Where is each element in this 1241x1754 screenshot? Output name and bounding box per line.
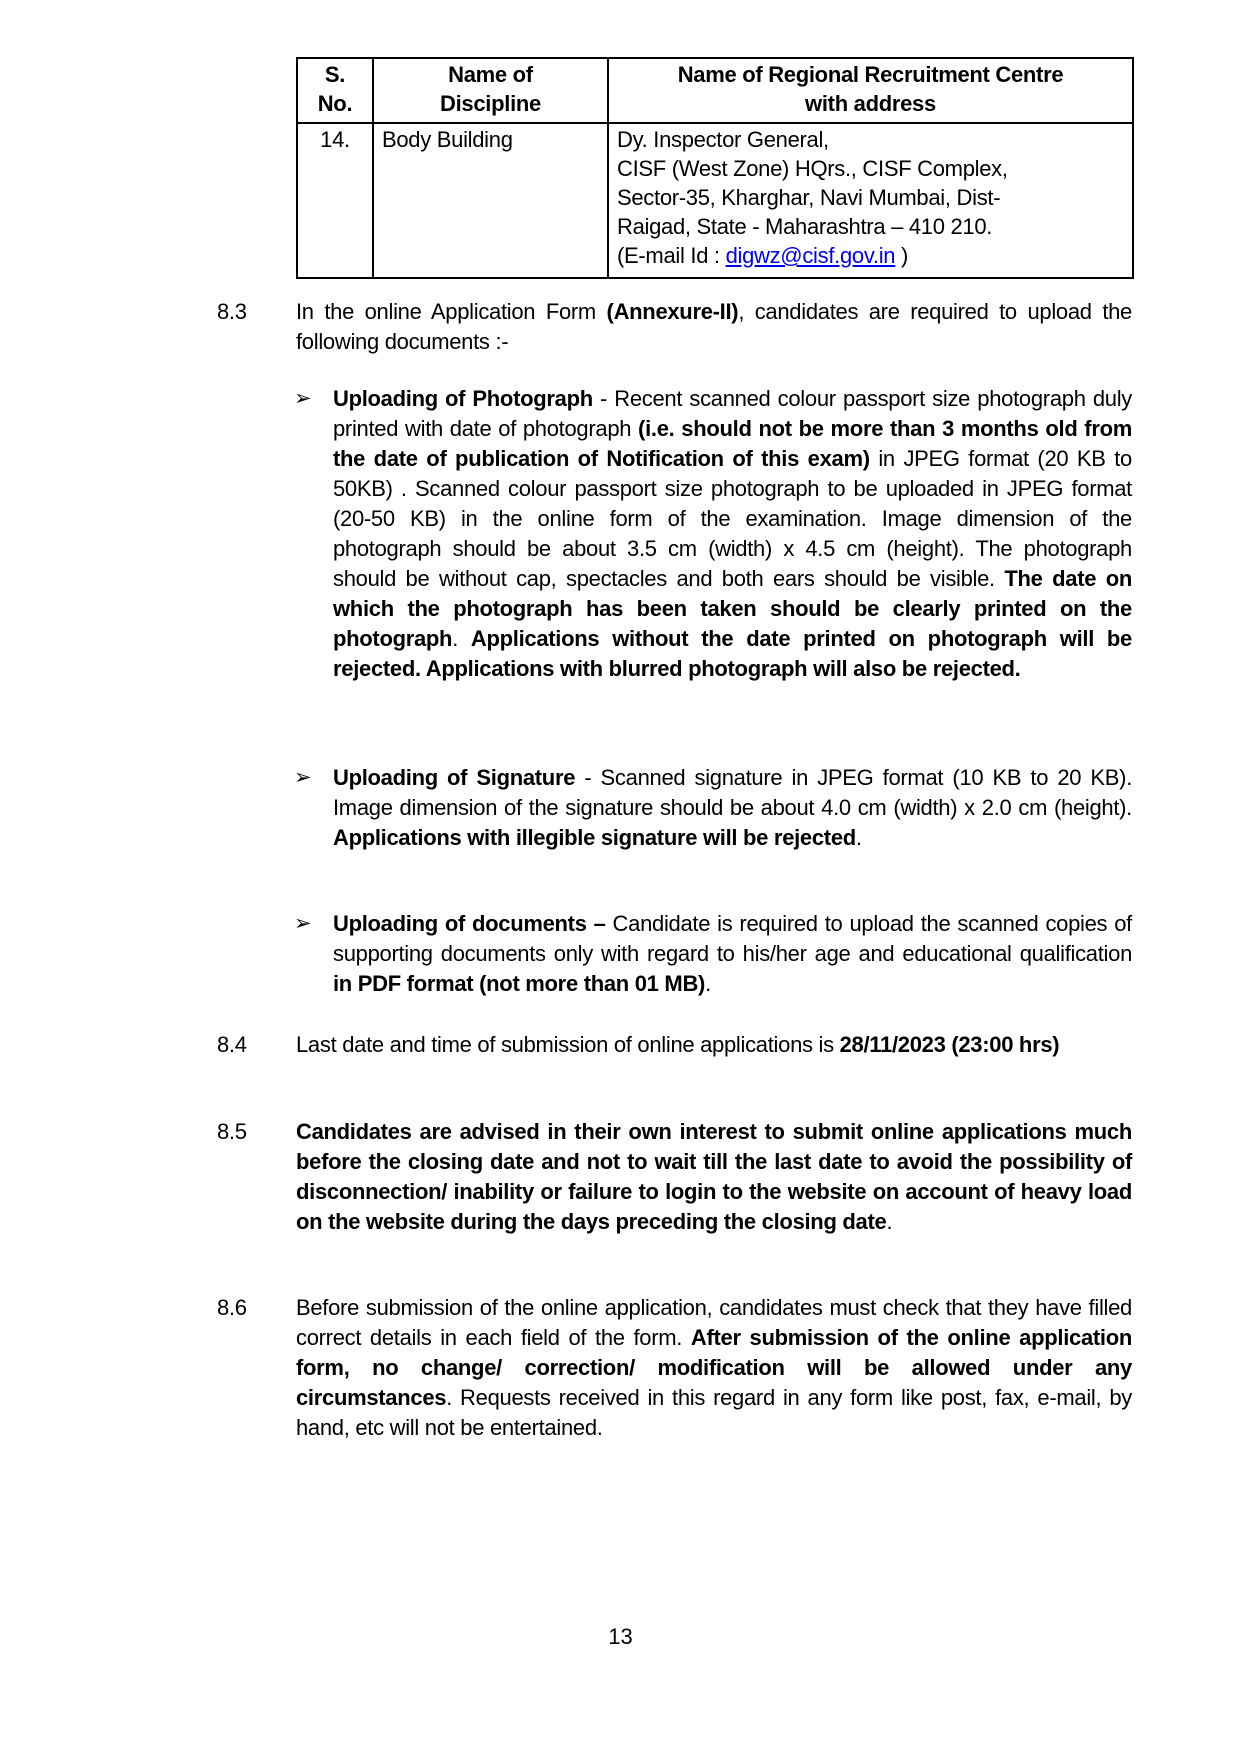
bullet-text: Uploading of Photograph - Recent scanned colour passport size photograph duly printed with date of photograph (i.e. should not be more than 3 months old from the date of publication of Notification of this exam) in JPEG format (20 KB to 50KB) . Scanned colour passport size photograph to be uploaded in JPEG format (20-50 KB) in the online form of the examination. Image dimension of the photograph should be about 3.5 cm (width) x 4.5 cm (height). The photograph should be without cap, spectacles and both ears should be visible. The date on which the photograph has been taken should be clearly printed on the photograph. Applications without the date printed on photograph will be rejected. Applications with blurred photograph will also be rejected.	[333, 386, 1132, 681]
section-text: Last date and time of submission of online applications is 28/11/2023 (23:00 hrs)	[296, 1032, 1060, 1057]
section-text: Candidates are advised in their own interest to submit online applications much before the closing date and not to wait till the last date to avoid the possibility of disconnection/ inability or failure to login to the website on account of heavy load on the website during the days preceding the closing date.	[296, 1119, 1132, 1234]
cell-discipline: Body Building	[373, 123, 608, 278]
header-centre-address: Name of Regional Recruitment Centre with address	[608, 58, 1133, 123]
cell-sno: 14.	[297, 123, 373, 278]
bullet-text: Uploading of Signature - Scanned signature in JPEG format (10 KB to 20 KB). Image dimension of the signature should be about 4.0 cm (width) x 2.0 cm (height). Applications with illegible signature will be rejected.	[333, 765, 1133, 850]
section-number: 8.5	[217, 1119, 247, 1144]
bullet-item-signature	[294, 763, 1132, 853]
bullet-item-documents	[294, 909, 1132, 999]
table-row	[297, 123, 1133, 278]
cell-centre-address: Dy. Inspector General, CISF (West Zone) HQrs., CISF Complex, Sector-35, Kharghar, Navi Mumbai, Dist- Raigad, State - Maharashtra – 410 210. (E-mail Id : digwz@cisf.gov.in )	[608, 123, 1133, 278]
table-header-row	[297, 58, 1133, 123]
recruitment-centre-table	[296, 57, 1134, 279]
header-discipline: Name of Discipline	[373, 58, 608, 123]
page-number: 13	[608, 1624, 633, 1649]
header-sno: S. No.	[297, 58, 373, 123]
section-number: 8.3	[217, 299, 247, 324]
bullet-text: Uploading of documents – Candidate is required to upload the scanned copies of supporting documents only with regard to his/her age and educational qualification in PDF format (not more than 01 MB).	[333, 911, 1132, 996]
bullet-item-photograph	[294, 384, 1132, 684]
section-number: 8.6	[217, 1295, 247, 1320]
arrow-bullet-icon: ➢	[294, 912, 312, 935]
arrow-bullet-icon: ➢	[294, 387, 312, 410]
section-text: Before submission of the online application, candidates must check that they have filled correct details in each field of the form. After submission of the online application form, no change/ correction/ modification will be allowed under any circumstances. Requests received in this regard in any form like post, fax, e-mail, by hand, etc will not be entertained.	[296, 1295, 1132, 1440]
section-text: In the online Application Form (Annexure-II), candidates are required to upload the following documents :-	[296, 299, 1132, 354]
section-number: 8.4	[217, 1032, 247, 1057]
email-link[interactable]: digwz@cisf.gov.in	[725, 243, 896, 268]
arrow-bullet-icon: ➢	[294, 766, 312, 789]
